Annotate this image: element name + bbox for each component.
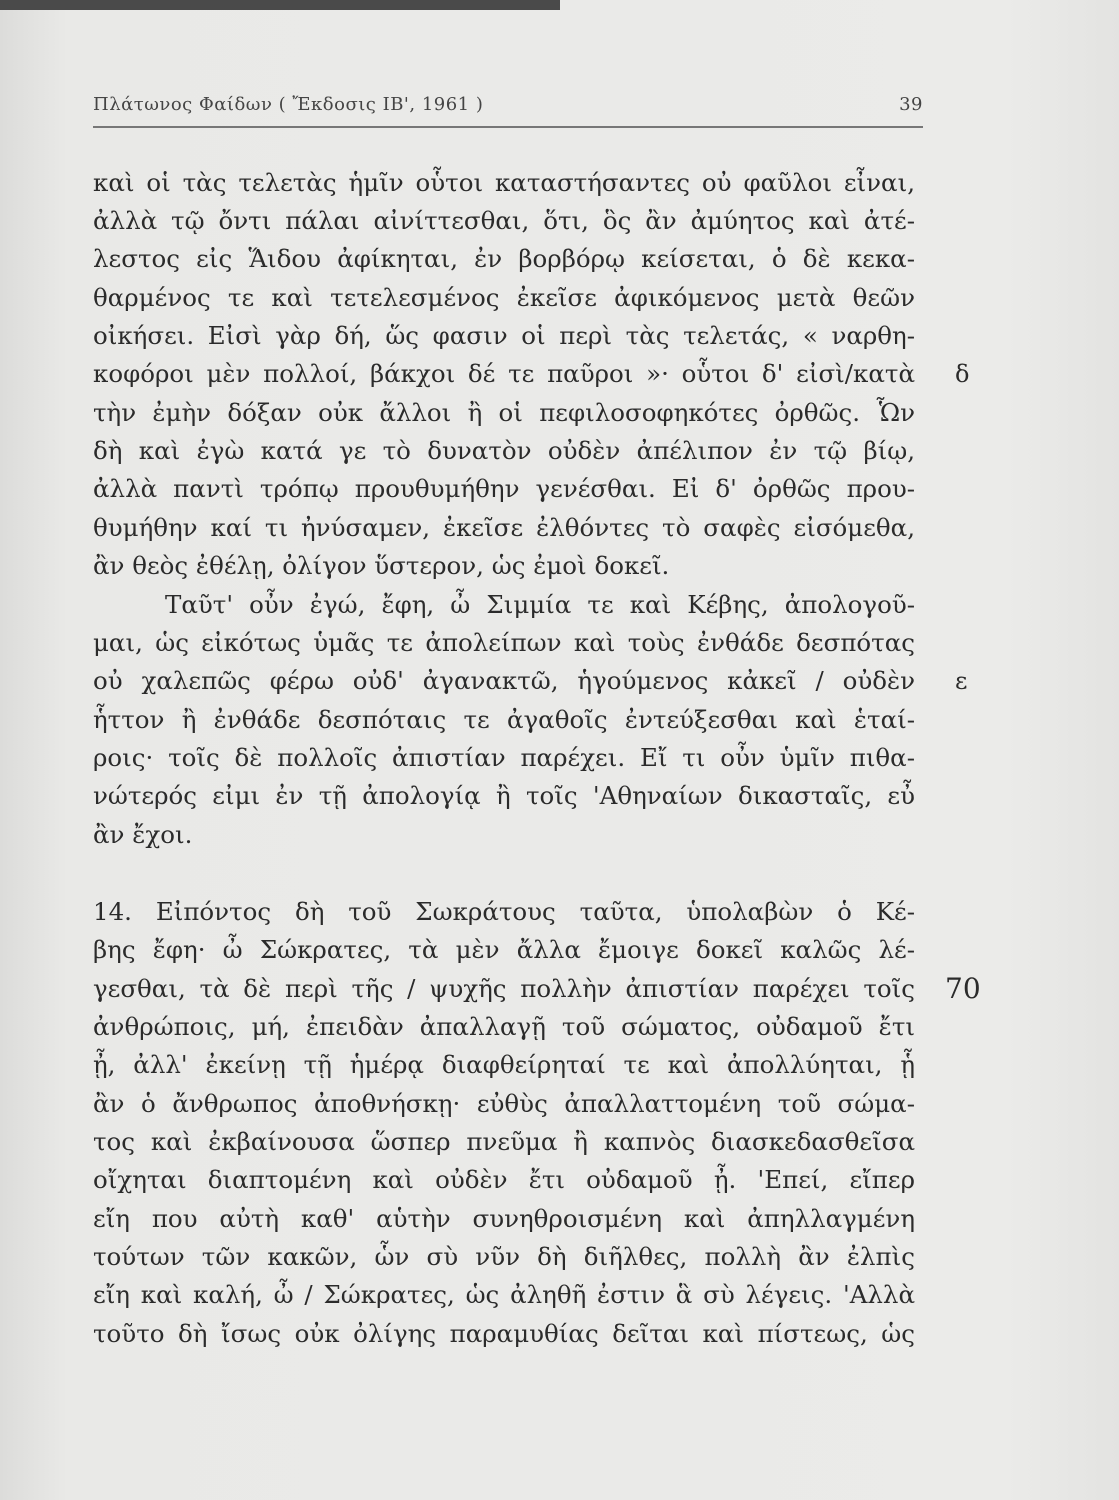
text-line: οἴχηται διαπτομένη καὶ οὐδὲν ἔτι οὐδαμοῦ ᾖ. 'Επεί, εἴπερ bbox=[93, 1165, 915, 1194]
page-number: 39 bbox=[899, 94, 923, 115]
text-line: γεσθαι, τὰ δὲ περὶ τῆς / ψυχῆς πολλὴν ἀπιστίαν παρέχει τοῖς bbox=[93, 974, 915, 1003]
running-header bbox=[93, 94, 923, 115]
text-line: βης ἔφη· ὦ Σώκρατες, τὰ μὲν ἄλλα ἔμοιγε δοκεῖ καλῶς λέ- bbox=[93, 935, 915, 964]
margin-line-number: 70 bbox=[945, 972, 981, 1005]
text-line: ᾖ, ἀλλ' ἐκείνῃ τῇ ἡμέρᾳ διαφθείρηταί τε καὶ ἀπολλύηται, ᾗ bbox=[93, 1050, 915, 1079]
text-line: κοφόροι μὲν πολλοί, βάκχοι δέ τε παῦροι »· οὗτοι δ' εἰσὶ/κατὰ bbox=[93, 359, 915, 388]
text-line: καὶ οἱ τὰς τελετὰς ἡμῖν οὗτοι καταστήσαντες οὐ φαῦλοι εἶναι, bbox=[93, 168, 915, 197]
scan-edge bbox=[0, 0, 560, 10]
text-line: Ταῦτ' οὖν ἐγώ, ἔφη, ὦ Σιμμία τε καὶ Κέβης, ἀπολογοῦ- bbox=[165, 590, 915, 619]
text-line: ἀλλὰ τῷ ὄντι πάλαι αἰνίττεσθαι, ὅτι, ὃς ἂν ἀμύητος καὶ ἀτέ- bbox=[93, 206, 915, 235]
text-line: νώτερός εἰμι ἐν τῇ ἀπολογίᾳ ἢ τοῖς 'Αθηναίων δικασταῖς, εὖ bbox=[93, 781, 915, 810]
text-line: τος καὶ ἐκβαίνουσα ὥσπερ πνεῦμα ἢ καπνὸς διασκεδασθεῖσα bbox=[93, 1127, 915, 1156]
section-start-line: 14. Εἰπόντος δὴ τοῦ Σωκράτους ταῦτα, ὑπολαβὼν ὁ Κέ- bbox=[93, 897, 915, 926]
text-line: εἴη που αὐτὴ καθ' αὑτὴν συνηθροισμένη καὶ ἀπηλλαγμένη bbox=[93, 1204, 915, 1233]
text-line: λεστος εἰς Ἅιδου ἀφίκηται, ἐν βορβόρῳ κείσεται, ὁ δὲ κεκα- bbox=[93, 244, 915, 273]
text-line: τούτων τῶν κακῶν, ὧν σὺ νῦν δὴ διῆλθες, πολλὴ ἂν ἐλπὶς bbox=[93, 1242, 915, 1271]
header-rule bbox=[93, 126, 923, 128]
text-line: ἂν ἔχοι. bbox=[93, 820, 193, 849]
margin-note-e: ε bbox=[955, 667, 968, 695]
text-line: εἴη καὶ καλή, ὦ / Σώκρατες, ὡς ἀληθῆ ἐστιν ἃ σὺ λέγεις. 'Αλλὰ bbox=[93, 1280, 915, 1309]
text-line: μαι, ὡς εἰκότως ὑμᾶς τε ἀπολείπων καὶ τοὺς ἐνθάδε δεσπότας bbox=[93, 628, 915, 657]
text-line: ἀνθρώποις, μή, ἐπειδὰν ἀπαλλαγῇ τοῦ σώματος, οὐδαμοῦ ἔτι bbox=[93, 1012, 915, 1041]
text-line: ἂν θεὸς ἐθέλῃ, ὀλίγον ὕστερον, ὡς ἐμοὶ δοκεῖ. bbox=[93, 551, 670, 580]
text-line: οἰκήσει. Εἰσὶ γὰρ δή, ὥς φασιν οἱ περὶ τὰς τελετάς, « ναρθη- bbox=[93, 321, 915, 350]
text-line: οὐ χαλεπῶς φέρω οὐδ' ἀγανακτῶ, ἡγούμενος κἀκεῖ / οὐδὲν bbox=[93, 666, 915, 695]
running-title: Πλάτωνος Φαίδων ( Ἔκδοσις ΙΒ', 1961 ) bbox=[93, 94, 484, 115]
text-line: δὴ καὶ ἐγὼ κατά γε τὸ δυνατὸν οὐδὲν ἀπέλιπον ἐν τῷ βίῳ, bbox=[93, 436, 915, 465]
text-line: ἂν ὁ ἄνθρωπος ἀποθνήσκῃ· εὐθὺς ἀπαλλαττομένη τοῦ σώμα- bbox=[93, 1089, 915, 1118]
text-line: ἧττον ἢ ἐνθάδε δεσπόταις τε ἀγαθοῖς ἐντεύξεσθαι καὶ ἑταί- bbox=[93, 705, 915, 734]
text-line: ροις· τοῖς δὲ πολλοῖς ἀπιστίαν παρέχει. Εἴ τι οὖν ὑμῖν πιθα- bbox=[93, 743, 915, 772]
text-line: θαρμένος τε καὶ τετελεσμένος ἐκεῖσε ἀφικόμενος μετὰ θεῶν bbox=[93, 283, 915, 312]
margin-note-d: δ bbox=[955, 360, 970, 388]
text-line: τοῦτο δὴ ἴσως οὐκ ὀλίγης παραμυθίας δεῖται καὶ πίστεως, ὡς bbox=[93, 1319, 915, 1348]
text-line: θυμήθην καί τι ἠνύσαμεν, ἐκεῖσε ἐλθόντες τὸ σαφὲς εἰσόμεθα, bbox=[93, 513, 915, 542]
text-line: ἀλλὰ παντὶ τρόπῳ προυθυμήθην γενέσθαι. Εἰ δ' ὀρθῶς πρου- bbox=[93, 474, 915, 503]
text-line: τὴν ἐμὴν δόξαν οὐκ ἄλλοι ἢ οἱ πεφιλοσοφηκότες ὀρθῶς. Ὧν bbox=[93, 398, 915, 427]
